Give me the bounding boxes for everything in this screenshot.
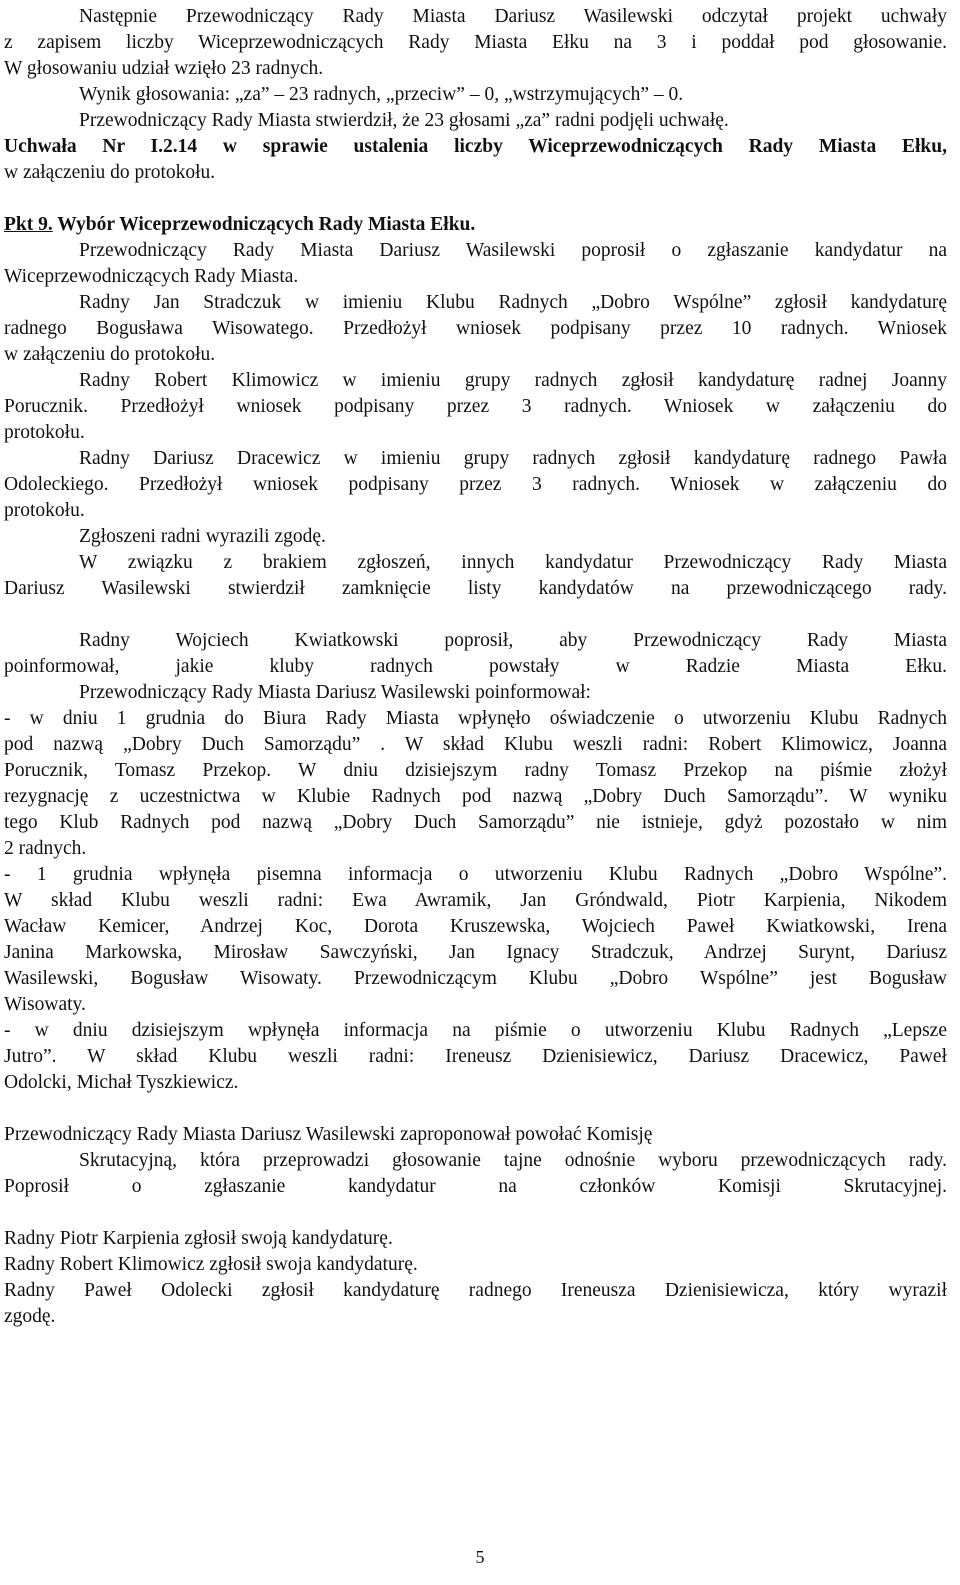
text-line: rezygnację z uczestnictwa w Klubie Radnych pod nazwą „Dobry Duch Samorządu”. W wyniku [4, 786, 947, 807]
text-line: Radny Wojciech Kwiatkowski poprosił, aby Przewodniczący Rady Miasta [79, 630, 947, 651]
text-line: Przewodniczący Rady Miasta stwierdził, że 23 głosami „za” radni podjęli uchwałę. [79, 110, 729, 131]
section-title: Wybór Wiceprzewodniczących Rady Miasta Ełku. [52, 214, 476, 235]
text-line: z zapisem liczby Wiceprzewodniczących Rady Miasta Ełku na 3 i poddał pod głosowanie. [4, 32, 947, 53]
text-line: tego Klub Radnych pod nazwą „Dobry Duch Samorządu” nie istnieje, gdyż pozostało w nim [4, 812, 947, 833]
text-line: Jutro”. W skład Klubu weszli radni: Ireneusz Dzienisiewicz, Dariusz Dracewicz, Paweł [4, 1046, 947, 1067]
text-line: Poprosił o zgłaszanie kandydatur na członków Komisji Skrutacyjnej. [4, 1176, 947, 1197]
section-number: Pkt 9. [4, 214, 53, 235]
text-line: Radny Robert Klimowicz w imieniu grupy radnych zgłosił kandydaturę radnej Joanny [79, 370, 947, 391]
text-line: pod nazwą „Dobry Duch Samorządu” . W skład Klubu weszli radni: Robert Klimowicz, Joanna [4, 734, 947, 755]
text-line: - 1 grudnia wpłynęła pisemna informacja o utworzeniu Klubu Radnych „Dobro Wspólne”. [4, 864, 947, 885]
text-line: Wisowaty. [4, 994, 86, 1015]
text-line: W głosowaniu udział wzięło 23 radnych. [4, 58, 324, 79]
text-line: Wiceprzewodniczących Rady Miasta. [4, 266, 299, 287]
text-line: W skład Klubu weszli radni: Ewa Awramik, Jan Gróndwald, Piotr Karpienia, Nikodem [4, 890, 947, 911]
text-line: Wasilewski, Bogusław Wisowaty. Przewodniczącym Klubu „Dobro Wspólne” jest Bogusław [4, 968, 947, 989]
text-line: Porucznik. Przedłożył wniosek podpisany przez 3 radnych. Wniosek w załączeniu do [4, 396, 947, 417]
text-line: 2 radnych. [4, 838, 87, 859]
text-line: Porucznik, Tomasz Przekop. W dniu dzisiejszym radny Tomasz Przekop na piśmie złożył [4, 760, 947, 781]
text-line: Wynik głosowania: „za” – 23 radnych, „przeciw” – 0, „wstrzymujących” – 0. [79, 84, 684, 105]
text-line: - w dniu 1 grudnia do Biura Rady Miasta wpłynęło oświadczenie o utworzeniu Klubu Radnych [4, 708, 947, 729]
text-line: w załączeniu do protokołu. [4, 162, 216, 183]
text-line: W związku z brakiem zgłoszeń, innych kandydatur Przewodniczący Rady Miasta [79, 552, 947, 573]
text-line: protokołu. [4, 422, 85, 443]
text-line: protokołu. [4, 500, 85, 521]
text-line: Radny Jan Stradczuk w imieniu Klubu Radnych „Dobro Wspólne” zgłosił kandydaturę [79, 292, 947, 313]
text-line: zgodę. [4, 1306, 56, 1327]
text-line: Radny Robert Klimowicz zgłosił swoja kandydaturę. [4, 1254, 418, 1275]
text-line: Przewodniczący Rady Miasta Dariusz Wasilewski zaproponował powołać Komisję [4, 1124, 653, 1145]
text-line: Radny Piotr Karpienia zgłosił swoją kandydaturę. [4, 1228, 393, 1249]
text-line: Wacław Kemicer, Andrzej Koc, Dorota Kruszewska, Wojciech Paweł Kwiatkowski, Irena [4, 916, 947, 937]
text-line: Radny Dariusz Dracewicz w imieniu grupy radnych zgłosił kandydaturę radnego Pawła [79, 448, 947, 469]
text-line: w załączeniu do protokołu. [4, 344, 216, 365]
text-line: poinformował, jakie kluby radnych powstały w Radzie Miasta Ełku. [4, 656, 947, 677]
text-line: Odoleckiego. Przedłożył wniosek podpisany przez 3 radnych. Wniosek w załączeniu do [4, 474, 947, 495]
text-line: Skrutacyjną, która przeprowadzi głosowanie tajne odnośnie wyboru przewodniczących rady. [79, 1150, 947, 1171]
text-line: radnego Bogusława Wisowatego. Przedłożył wniosek podpisany przez 10 radnych. Wniosek [4, 318, 947, 339]
text-line: Dariusz Wasilewski stwierdził zamknięcie listy kandydatów na przewodniczącego rady. [4, 578, 947, 599]
text-line: Radny Paweł Odolecki zgłosił kandydaturę radnego Ireneusza Dzienisiewicza, który wyraził [4, 1280, 947, 1301]
text-line: Przewodniczący Rady Miasta Dariusz Wasilewski poprosił o zgłaszanie kandydatur na [79, 240, 947, 261]
text-line [4, 212, 947, 238]
text-line: Janina Markowska, Mirosław Sawczyński, Jan Ignacy Stradczuk, Andrzej Surynt, Dariusz [4, 942, 947, 963]
text-line: Przewodniczący Rady Miasta Dariusz Wasilewski poinformował: [79, 682, 591, 703]
text-line: Następnie Przewodniczący Rady Miasta Dariusz Wasilewski odczytał projekt uchwały [79, 6, 947, 27]
text-line: - w dniu dzisiejszym wpłynęła informacja na piśmie o utworzeniu Klubu Radnych „Lepsze [4, 1020, 947, 1041]
page-number: 5 [475, 1547, 485, 1567]
text-line: Uchwała Nr I.2.14 w sprawie ustalenia liczby Wiceprzewodniczących Rady Miasta Ełku, [4, 136, 947, 157]
text-line: Zgłoszeni radni wyrazili zgodę. [79, 526, 326, 547]
text-line: Odolcki, Michał Tyszkiewicz. [4, 1072, 239, 1093]
